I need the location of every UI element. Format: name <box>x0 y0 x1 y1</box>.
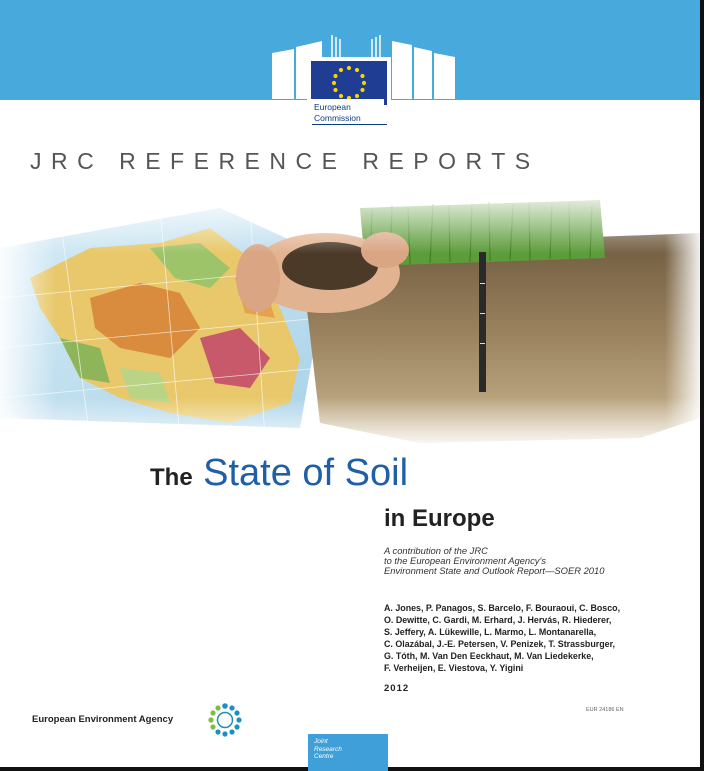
eea-logo-icon <box>204 701 246 739</box>
authors-line: C. Olazábal, J.-E. Petersen, V. Penizek, T. Strassburger, <box>384 639 616 649</box>
authors-line: A. Jones, P. Panagos, S. Barcelo, F. Bouraoui, C. Bosco, <box>384 603 621 613</box>
authors-list <box>384 602 694 674</box>
series-title: JRC REFERENCE REPORTS <box>30 148 540 174</box>
catalog-number: EUR 24186 EN <box>586 707 624 713</box>
publisher-line1: European <box>314 102 351 112</box>
authors-line: G. Tóth, M. Van Den Eeckhaut, M. Van Liedekerke, <box>384 651 594 661</box>
ec-logo <box>272 35 455 127</box>
hero-image <box>0 188 700 450</box>
jrc-line: Joint <box>314 738 328 745</box>
publication-year: 2012 <box>384 683 410 694</box>
title-suffix: in Europe <box>384 505 495 532</box>
subtitle-line: A contribution of the JRC <box>384 545 488 556</box>
report-title <box>150 452 408 495</box>
title-main: State of Soil <box>203 452 409 494</box>
subtitle-line: to the European Environment Agency's <box>384 555 546 566</box>
jrc-label <box>314 738 342 761</box>
authors-line: F. Verheijen, E. Viestova, Y. Yigini <box>384 663 524 673</box>
authors-line: O. Dewitte, C. Gardi, M. Erhard, J. Hervás, R. Hiederer, <box>384 615 612 625</box>
ec-underline <box>312 124 387 125</box>
eea-name: European Environment Agency <box>32 714 174 725</box>
subtitle <box>384 546 684 576</box>
publisher-line2: Commission <box>314 113 361 123</box>
title-prefix: The <box>150 464 193 491</box>
subtitle-line: Environment State and Outlook Report—SOER 2010 <box>384 565 605 576</box>
ec-caption <box>314 102 361 124</box>
authors-line: S. Jeffery, A. Lükewille, L. Marmo, L. Montanarella, <box>384 627 597 637</box>
jrc-line: Centre <box>314 753 334 760</box>
jrc-line: Research <box>314 745 342 753</box>
jrc-logo-box <box>308 734 388 771</box>
